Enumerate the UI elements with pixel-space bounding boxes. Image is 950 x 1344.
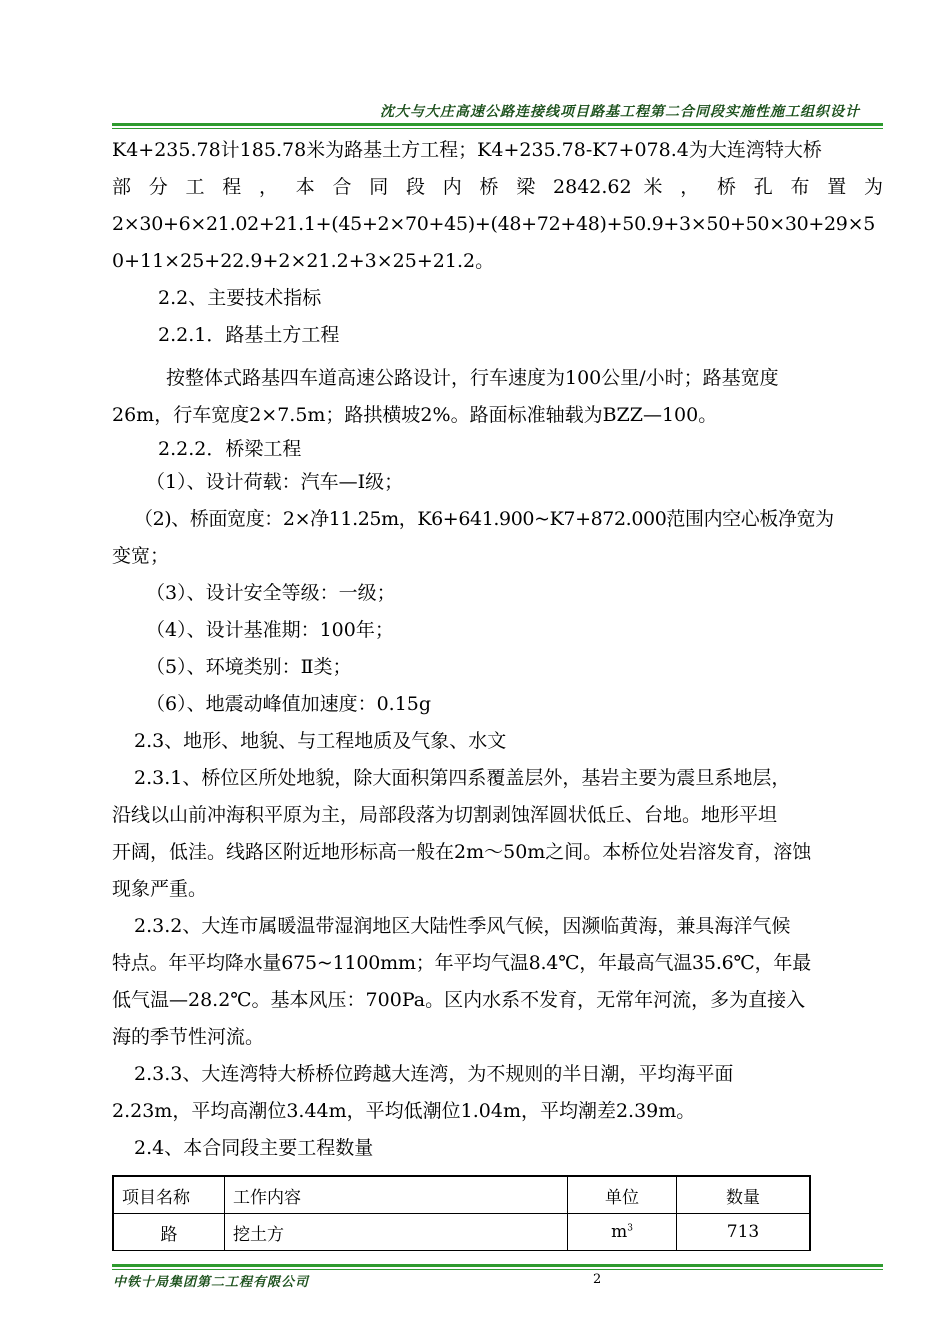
paragraph: 开阔，低洼。线路区附近地形标高一般在2m～50m之间。本桥位处岩溶发育，溶蚀: [112, 841, 812, 863]
list-item: （5）、环境类别：Ⅱ类；: [146, 656, 352, 678]
paragraph: 2.23m，平均高潮位3.44m，平均低潮位1.04m，平均潮差2.39m。: [112, 1100, 696, 1122]
footer-rule-thick: [112, 1264, 883, 1267]
header-title: 沈大与大庄高速公路连接线项目路基工程第二合同段实施性施工组织设计: [380, 104, 860, 120]
document-body: [112, 132, 883, 1167]
table-header-cell: 数量: [677, 1176, 811, 1214]
quantities-table: [112, 1175, 811, 1251]
page-number: 2: [593, 1272, 602, 1287]
paragraph: 0+11×25+22.9+2×21.2+3×25+21.2。: [112, 250, 495, 272]
paragraph: 部 分 工 程 ， 本 合 同 段 内 桥 梁 2842.62 米 ， 桥 孔 布 置 为: [112, 176, 883, 198]
table-header-row: [113, 1176, 810, 1214]
table-header-cell: 项目名称: [113, 1176, 225, 1214]
list-item: （6）、地震动峰值加速度：0.15g: [146, 693, 432, 715]
table-header-cell: 工作内容: [225, 1176, 568, 1214]
list-item: （3）、设计安全等级：一级；: [146, 582, 396, 604]
paragraph: 沿线以山前冲海积平原为主，局部段落为切割剥蚀浑圆状低丘、台地。地形平坦: [112, 804, 778, 826]
section-heading: 2.2、主要技术指标: [158, 287, 322, 309]
header-rule-thin: [112, 128, 883, 129]
section-heading: 2.2.2．桥梁工程: [158, 438, 302, 460]
list-item-continuation: 变宽；: [112, 545, 170, 567]
paragraph: K4+235.78计185.78米为路基土方工程；K4+235.78-K7+078.4为大连湾特大桥: [112, 139, 822, 161]
paragraph: 现象严重。: [112, 878, 208, 900]
table-cell: 713: [677, 1214, 811, 1251]
table-header-cell: 单位: [568, 1176, 677, 1214]
table-cell-unit: [568, 1214, 677, 1251]
paragraph: 2.3.3、大连湾特大桥桥位跨越大连湾，为不规则的半日潮，平均海平面: [134, 1063, 734, 1085]
unit-superscript: 3: [627, 1223, 633, 1234]
table-cell: 挖土方: [225, 1214, 568, 1251]
footer-rule-thin: [112, 1269, 883, 1270]
paragraph: 海的季节性河流。: [112, 1026, 265, 1048]
paragraph: 2.3.1、桥位区所处地貌，除大面积第四系覆盖层外，基岩主要为震旦系地层，: [134, 767, 791, 789]
unit-text: m: [611, 1222, 628, 1242]
section-heading: 2.4、本合同段主要工程数量: [134, 1137, 374, 1159]
paragraph: 特点。年平均降水量675~1100mm；年平均气温8.4℃，年最高气温35.6℃，年最: [112, 952, 812, 974]
paragraph: 按整体式路基四车道高速公路设计，行车速度为100公里/小时；路基宽度: [166, 367, 779, 389]
list-item: （1）、设计荷载：汽车—Ⅰ级；: [146, 471, 404, 493]
section-heading: 2.2.1．路基土方工程: [158, 324, 340, 346]
paragraph: 2.3.2、大连市属暖温带湿润地区大陆性季风气候，因濒临黄海，兼具海洋气候: [134, 915, 791, 937]
list-item: （2)、桥面宽度：2×净11.25m，K6+641.900~K7+872.000范围内空心板净宽为: [134, 508, 834, 530]
paragraph: 2×30+6×21.02+21.1+(45+2×70+45)+(48+72+48)+50.9+3×50+50×30+29×5: [112, 213, 875, 235]
paragraph: 低气温—28.2℃。基本风压：700Pa。区内水系不发育，无常年河流，多为直接入: [112, 989, 806, 1011]
paragraph: 26m，行车宽度2×7.5m；路拱横坡2%。路面标准轴载为BZZ—100。: [112, 404, 718, 426]
footer-company: 中铁十局集团第二工程有限公司: [113, 1275, 310, 1290]
header-rule-thick: [112, 123, 883, 126]
list-item: （4）、设计基准期：100年；: [146, 619, 394, 641]
section-heading: 2.3、地形、地貌、与工程地质及气象、水文: [134, 730, 507, 752]
table-cell: 路: [113, 1214, 225, 1251]
table-row: [113, 1214, 810, 1251]
